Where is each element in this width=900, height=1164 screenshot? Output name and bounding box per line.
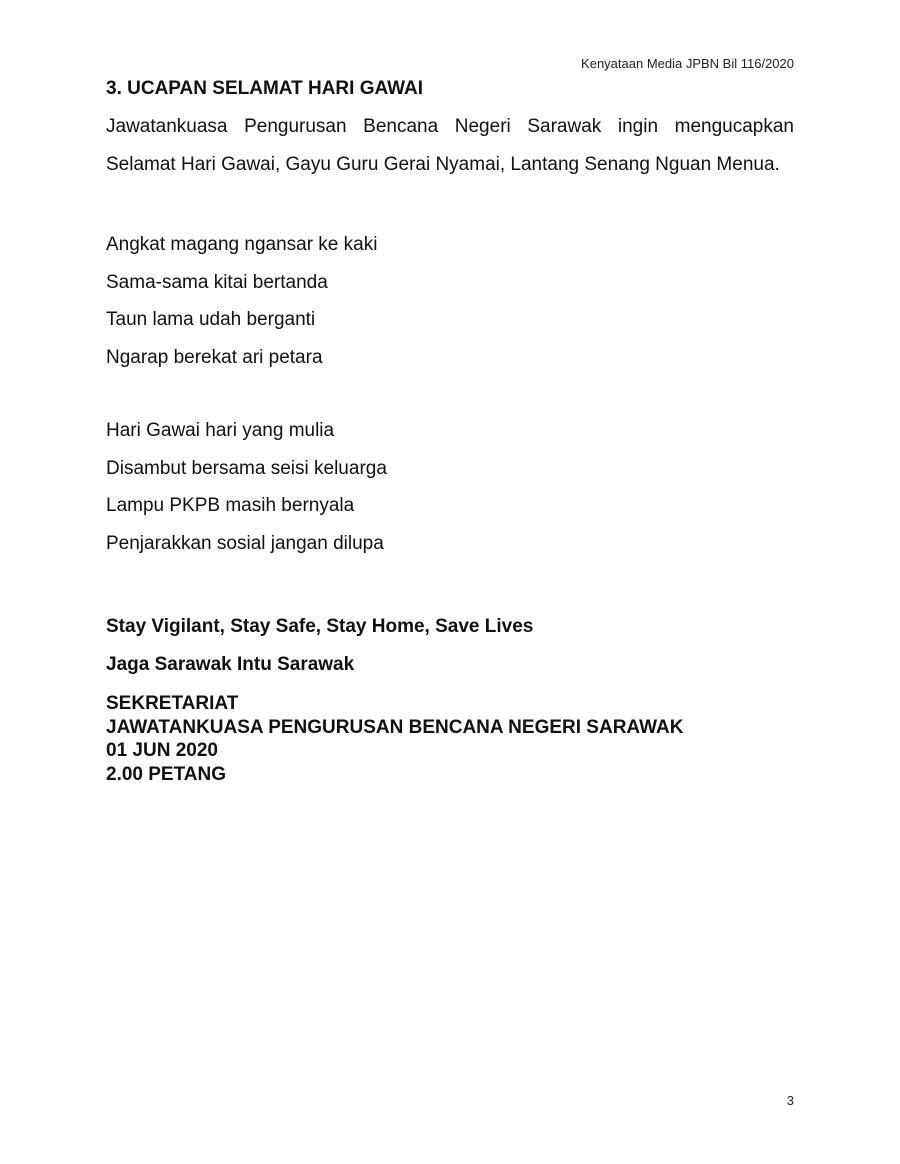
verse-stanza-1	[106, 226, 794, 376]
verse-line: Ngarap berekat ari petara	[106, 346, 323, 368]
section-paragraph: Jawatankuasa Pengurusan Bencana Negeri Sarawak ingin mengucapkan Selamat Hari Gawai, Gayu Guru Gerai Nyamai, Lantang Senang Nguan Menua.	[106, 116, 794, 175]
header-reference: Kenyataan Media JPBN Bil 116/2020	[581, 56, 794, 71]
verse-line: Disambut bersama seisi keluarga	[106, 457, 387, 479]
section-heading: 3. UCAPAN SELAMAT HARI GAWAI	[106, 78, 424, 99]
signoff-date: 01 JUN 2020	[106, 740, 218, 761]
slogan-line: Stay Vigilant, Stay Safe, Stay Home, Save Lives	[106, 616, 534, 637]
signoff-line: SEKRETARIAT	[106, 693, 239, 714]
page-number: 3	[786, 1093, 794, 1108]
verse-line: Taun lama udah berganti	[106, 309, 316, 330]
verse-line: Sama-sama kitai bertanda	[106, 271, 328, 293]
page-content	[106, 76, 794, 786]
verse-line: Penjarakkan sosial jangan dilupa	[106, 532, 384, 554]
signoff-block	[106, 692, 794, 786]
verse-line: Angkat magang ngansar ke kaki	[106, 234, 378, 255]
slogan-line: Jaga Sarawak Intu Sarawak	[106, 654, 355, 675]
signoff-time: 2.00 PETANG	[106, 763, 227, 785]
signoff-line: JAWATANKUASA PENGURUSAN BENCANA NEGERI SARAWAK	[106, 716, 684, 738]
verse-line: Hari Gawai hari yang mulia	[106, 420, 335, 441]
verse-stanza-2	[106, 412, 794, 562]
verse-line: Lampu PKPB masih bernyala	[106, 495, 355, 516]
slogans	[106, 608, 794, 684]
